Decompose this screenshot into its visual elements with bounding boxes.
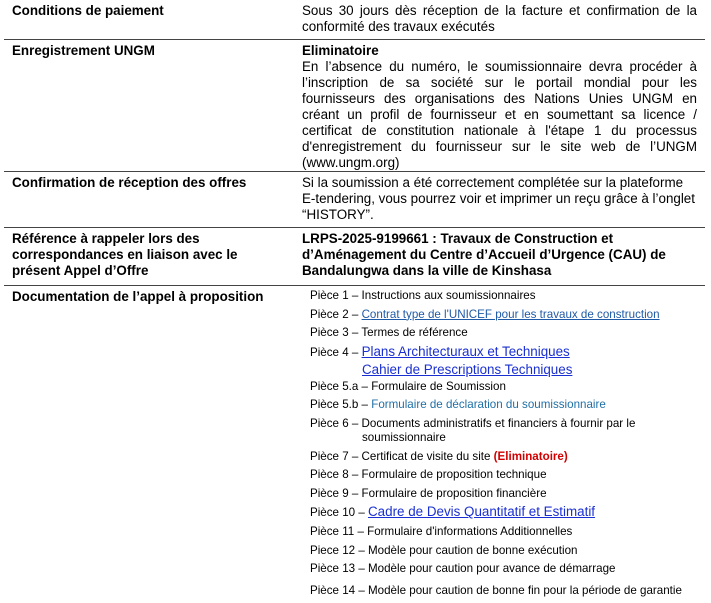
piece-11: Pièce 11 – Formulaire d'informations Additionnelles [310, 524, 573, 538]
piece-6-continuation: soumissionnaire [362, 430, 446, 444]
ungm-label: Enregistrement UNGM [4, 40, 288, 172]
reception-value: Si la soumission a été correctement complétée sur la plateforme E-tendering, vous pourrez voir et imprimer un reçu grâce à l’onglet “HISTORY”. [288, 172, 705, 228]
piece-2 [310, 308, 697, 322]
ungm-heading: Eliminatoire [302, 43, 379, 58]
pieces-list [310, 289, 697, 598]
piece-14: Pièce 14 – Modèle pour caution de bonne fin pour la période de garantie [310, 584, 682, 598]
documentation-cell [288, 286, 705, 603]
piece-8: Pièce 8 – Formulaire de proposition technique [310, 468, 547, 482]
piece-13: Pièce 13 – Modèle pour caution pour avance de démarrage [310, 562, 616, 576]
piece-3: Pièce 3 – Termes de référence [310, 326, 468, 340]
row-documentation [4, 286, 705, 603]
reference-value: LRPS-2025-9199661 : Travaux de Construction et d’Aménagement du Centre d’Accueil d’Urgence (CAU) de Bandalungwa dans la ville de Kinshasa [288, 228, 705, 286]
documentation-label: Documentation de l’appel à proposition [4, 286, 288, 603]
piece-10 [310, 505, 697, 520]
reference-label: Référence à rappeler lors des correspondances en liaison avec le présent Appel d’Offre [4, 228, 288, 286]
piece-7-eliminatory-flag: (Eliminatoire) [493, 449, 568, 463]
payment-value: Sous 30 jours dès réception de la facture et confirmation de la conformité des travaux exécutés [302, 3, 697, 34]
piece-4 [310, 345, 697, 378]
piece-10-link[interactable]: Cadre de Devis Quantitatif et Estimatif [368, 504, 596, 520]
reception-label: Confirmation de réception des offres [4, 172, 288, 228]
row-reference [4, 228, 705, 286]
piece-7 [310, 450, 697, 464]
piece-6 [310, 417, 697, 445]
piece-5b-link[interactable]: Formulaire de déclaration du soumissionnaire [371, 398, 606, 412]
piece-10-prefix: Pièce 10 – [310, 506, 369, 520]
piece-4-link-2[interactable]: Cahier de Prescriptions Techniques [362, 361, 573, 377]
piece-5b [310, 398, 697, 412]
piece-2-prefix: Pièce 2 – [310, 307, 362, 321]
row-ungm [4, 40, 705, 172]
row-payment [4, 0, 705, 40]
piece-12: Piece 12 – Modèle pour caution de bonne exécution [310, 543, 578, 557]
ungm-text: En l’absence du numéro, le soumissionnaire devra procéder à l’inscription de sa société sur le portail mondial pour les fournisseurs des organisations des Nations Unies UNGM en créant un profil de fournisseur et en soumettant sa licence / certificat de constitution nationale à l'étape 1 du processus d'enregistrement du fournisseur sur le site web de l’UNGM (www.ungm.org) [302, 59, 697, 170]
piece-9: Pièce 9 – Formulaire de proposition financière [310, 486, 547, 500]
piece-5a: Pièce 5.a – Formulaire de Soumission [310, 379, 506, 393]
piece-6-text: Pièce 6 – Documents administratifs et financiers à fournir par le [310, 416, 636, 430]
piece-4-prefix: Pièce 4 – [310, 345, 362, 359]
tender-conditions-table [4, 0, 705, 603]
piece-5b-prefix: Pièce 5.b – [310, 398, 372, 412]
row-reception [4, 172, 705, 228]
piece-7-prefix: Pièce 7 – Certificat de visite du site [310, 449, 494, 463]
payment-label: Conditions de paiement [12, 3, 164, 18]
piece-1: Pièce 1 – Instructions aux soumissionnaires [310, 289, 536, 302]
piece-4-link[interactable]: Plans Architecturaux et Techniques [361, 343, 570, 359]
piece-2-link[interactable]: Contrat type de l'UNICEF pour les travaux de construction [361, 307, 660, 321]
ungm-cell [288, 40, 705, 172]
